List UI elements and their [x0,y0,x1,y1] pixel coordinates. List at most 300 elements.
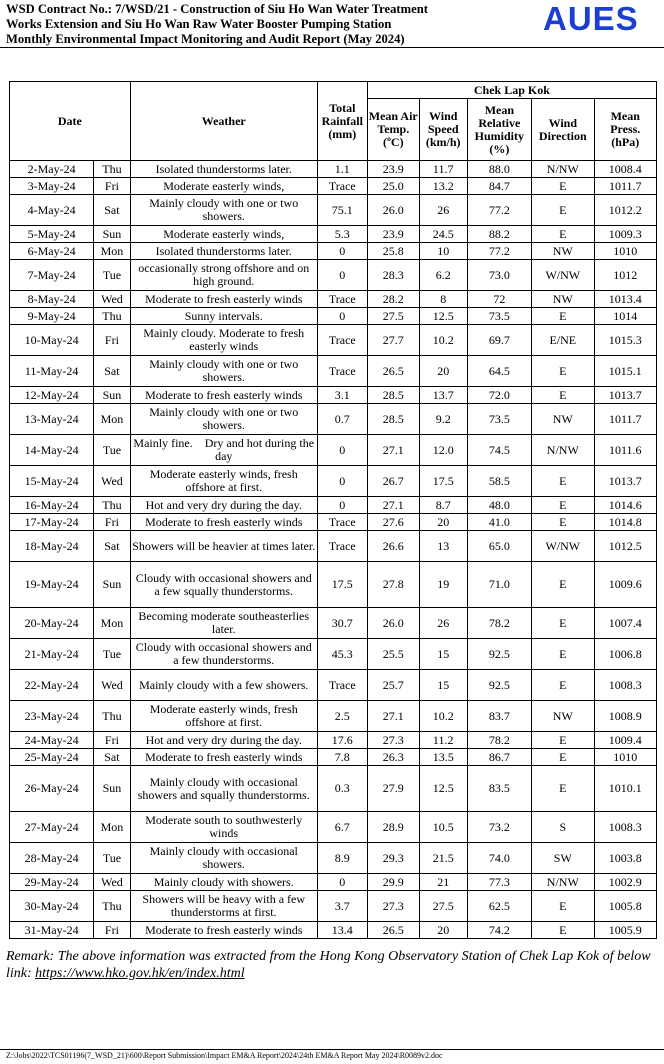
cell-dir: E [532,226,594,243]
cell-rain: Trace [317,178,367,195]
cell-hum: 74.0 [467,843,531,874]
cell-date: 10-May-24 [10,325,94,356]
cell-rain: 3.1 [317,387,367,404]
cell-dir: E [532,922,594,939]
cell-wind: 15 [419,639,467,670]
cell-temp: 27.1 [367,701,419,732]
cell-wind: 20 [419,922,467,939]
cell-wind: 9.2 [419,404,467,435]
cell-hum: 77.3 [467,874,531,891]
table-row [10,749,657,766]
cell-temp: 26.7 [367,466,419,497]
cell-press: 1012 [594,260,657,291]
cell-wind: 10.2 [419,701,467,732]
cell-day: Mon [94,404,130,435]
cell-day: Sat [94,531,130,562]
cell-dir: E [532,178,594,195]
cell-hum: 69.7 [467,325,531,356]
cell-hum: 73.5 [467,404,531,435]
table-row [10,874,657,891]
cell-hum: 83.7 [467,701,531,732]
file-path-footer: Z:\Jobs\2022\TCS01196(7_WSD_21)\600\Report Submission\Impact EM&A Report\2024\24th EM&A Report May 2024\R0089v2.doc [6,1051,443,1060]
cell-date: 23-May-24 [10,701,94,732]
cell-date: 13-May-24 [10,404,94,435]
cell-press: 1009.6 [594,562,657,608]
cell-wind: 26 [419,195,467,226]
cell-dir: E [532,766,594,812]
cell-day: Tue [94,843,130,874]
cell-hum: 83.5 [467,766,531,812]
cell-rain: Trace [317,325,367,356]
cell-wind: 6.2 [419,260,467,291]
cell-date: 26-May-24 [10,766,94,812]
cell-press: 1015.1 [594,356,657,387]
header-rainfall: Total Rainfall (mm) [317,82,367,161]
cell-wind: 15 [419,670,467,701]
cell-press: 1011.7 [594,178,657,195]
table-row [10,161,657,178]
cell-wind: 8.7 [419,497,467,514]
cell-day: Sun [94,562,130,608]
cell-temp: 23.9 [367,226,419,243]
cell-rain: 13.4 [317,922,367,939]
cell-temp: 28.9 [367,812,419,843]
cell-dir: SW [532,843,594,874]
cell-date: 17-May-24 [10,514,94,531]
header-pressure: Mean Press. (hPa) [594,99,657,161]
table-row [10,291,657,308]
table-row [10,435,657,466]
cell-rain: 0 [317,435,367,466]
cell-temp: 28.2 [367,291,419,308]
cell-rain: 30.7 [317,608,367,639]
cell-temp: 26.0 [367,195,419,226]
cell-day: Fri [94,922,130,939]
cell-press: 1014.6 [594,497,657,514]
cell-day: Thu [94,497,130,514]
cell-press: 1008.4 [594,161,657,178]
cell-temp: 28.3 [367,260,419,291]
cell-date: 30-May-24 [10,891,94,922]
cell-wind: 17.5 [419,466,467,497]
cell-rain: 17.6 [317,732,367,749]
cell-hum: 72.0 [467,387,531,404]
cell-date: 25-May-24 [10,749,94,766]
aues-logo: AUES [543,0,639,37]
header-line-3: Monthly Environmental Impact Monitoring and Audit Report (May 2024) [6,32,405,46]
cell-press: 1009.4 [594,732,657,749]
cell-day: Fri [94,514,130,531]
cell-hum: 92.5 [467,670,531,701]
cell-temp: 27.9 [367,766,419,812]
cell-hum: 73.5 [467,308,531,325]
remark [6,948,664,982]
cell-dir: E [532,356,594,387]
table-row [10,178,657,195]
cell-press: 1008.9 [594,701,657,732]
cell-date: 2-May-24 [10,161,94,178]
cell-day: Thu [94,891,130,922]
table-row [10,226,657,243]
cell-date: 27-May-24 [10,812,94,843]
cell-rain: 0 [317,497,367,514]
cell-rain: 0 [317,260,367,291]
cell-rain: Trace [317,291,367,308]
cell-date: 7-May-24 [10,260,94,291]
cell-date: 24-May-24 [10,732,94,749]
cell-wind: 12.5 [419,766,467,812]
cell-wind: 10.2 [419,325,467,356]
table-row [10,732,657,749]
cell-hum: 65.0 [467,531,531,562]
cell-temp: 26.5 [367,922,419,939]
cell-day: Wed [94,291,130,308]
cell-press: 1013.4 [594,291,657,308]
cell-rain: Trace [317,356,367,387]
cell-date: 16-May-24 [10,497,94,514]
cell-weather: Hot and very dry during the day. [130,497,317,514]
cell-rain: 6.7 [317,812,367,843]
cell-press: 1014 [594,308,657,325]
cell-date: 5-May-24 [10,226,94,243]
cell-weather: Mainly cloudy with occasional showers and squally thunderstorms. [130,766,317,812]
table-body [10,161,657,939]
cell-dir: E [532,308,594,325]
cell-weather: Moderate to fresh easterly winds [130,291,317,308]
cell-dir: N/NW [532,874,594,891]
table-row [10,260,657,291]
cell-press: 1002.9 [594,874,657,891]
cell-day: Tue [94,639,130,670]
cell-wind: 24.5 [419,226,467,243]
report-header [6,2,536,47]
table-row [10,670,657,701]
cell-press: 1009.3 [594,226,657,243]
cell-temp: 29.9 [367,874,419,891]
cell-press: 1010.1 [594,766,657,812]
cell-weather: Moderate easterly winds, fresh offshore at first. [130,701,317,732]
cell-date: 18-May-24 [10,531,94,562]
cell-press: 1005.8 [594,891,657,922]
cell-temp: 28.5 [367,387,419,404]
header-wind-direction: Wind Direction [532,99,594,161]
remark-text: Remark: The above information was extracted from the Hong Kong Observatory Station of Chek Lap Kok of below link: [6,949,651,981]
cell-dir: NW [532,701,594,732]
header-temp: Mean Air Temp. (ºC) [367,99,419,161]
cell-press: 1015.3 [594,325,657,356]
cell-weather: Moderate easterly winds, fresh offshore at first. [130,466,317,497]
cell-rain: 8.9 [317,843,367,874]
cell-day: Sun [94,226,130,243]
cell-dir: E [532,466,594,497]
table-row [10,325,657,356]
cell-hum: 78.2 [467,732,531,749]
cell-temp: 27.5 [367,308,419,325]
cell-press: 1006.8 [594,639,657,670]
cell-weather: Moderate easterly winds, [130,178,317,195]
table-row [10,843,657,874]
table-row [10,308,657,325]
cell-date: 29-May-24 [10,874,94,891]
cell-day: Tue [94,260,130,291]
cell-dir: NW [532,404,594,435]
cell-dir: E [532,891,594,922]
cell-dir: W/NW [532,531,594,562]
cell-hum: 64.5 [467,356,531,387]
cell-weather: Mainly cloudy with showers. [130,874,317,891]
cell-day: Fri [94,178,130,195]
footer-divider [0,1049,664,1050]
cell-day: Wed [94,466,130,497]
cell-wind: 21.5 [419,843,467,874]
cell-wind: 12.5 [419,308,467,325]
cell-weather: Moderate to fresh easterly winds [130,514,317,531]
cell-rain: 75.1 [317,195,367,226]
cell-weather: Moderate to fresh easterly winds [130,387,317,404]
cell-date: 28-May-24 [10,843,94,874]
cell-date: 8-May-24 [10,291,94,308]
cell-wind: 20 [419,514,467,531]
table-row [10,243,657,260]
cell-dir: N/NW [532,161,594,178]
cell-dir: E [532,639,594,670]
cell-press: 1007.4 [594,608,657,639]
cell-wind: 20 [419,356,467,387]
table-row [10,195,657,226]
cell-weather: Cloudy with occasional showers and a few thunderstorms. [130,639,317,670]
cell-day: Mon [94,812,130,843]
cell-weather: Mainly cloudy with occasional showers. [130,843,317,874]
cell-weather: occasionally strong offshore and on high ground. [130,260,317,291]
cell-hum: 86.7 [467,749,531,766]
cell-day: Tue [94,435,130,466]
cell-day: Sun [94,387,130,404]
cell-hum: 71.0 [467,562,531,608]
cell-press: 1013.7 [594,466,657,497]
cell-date: 15-May-24 [10,466,94,497]
cell-hum: 62.5 [467,891,531,922]
table-row [10,466,657,497]
cell-temp: 27.3 [367,891,419,922]
cell-weather: Mainly cloudy with a few showers. [130,670,317,701]
cell-wind: 27.5 [419,891,467,922]
cell-weather: Showers will be heavy with a few thunderstorms at first. [130,891,317,922]
cell-press: 1011.7 [594,404,657,435]
cell-wind: 11.2 [419,732,467,749]
table-row [10,531,657,562]
cell-date: 31-May-24 [10,922,94,939]
cell-weather: Isolated thunderstorms later. [130,243,317,260]
cell-date: 6-May-24 [10,243,94,260]
cell-day: Sat [94,195,130,226]
cell-temp: 27.8 [367,562,419,608]
cell-day: Sat [94,356,130,387]
header-divider [0,47,664,48]
cell-temp: 25.7 [367,670,419,701]
cell-dir: E [532,732,594,749]
cell-day: Mon [94,608,130,639]
cell-press: 1012.2 [594,195,657,226]
cell-hum: 77.2 [467,195,531,226]
cell-date: 14-May-24 [10,435,94,466]
cell-temp: 26.5 [367,356,419,387]
table-row [10,608,657,639]
cell-weather: Mainly fine. Dry and hot during the day [130,435,317,466]
cell-hum: 78.2 [467,608,531,639]
cell-temp: 27.1 [367,497,419,514]
cell-dir: E [532,387,594,404]
cell-date: 19-May-24 [10,562,94,608]
cell-wind: 21 [419,874,467,891]
cell-weather: Hot and very dry during the day. [130,732,317,749]
cell-rain: 17.5 [317,562,367,608]
header-line-1: WSD Contract No.: 7/WSD/21 - Construction of Siu Ho Wan Water Treatment [6,2,428,16]
table-row [10,891,657,922]
cell-temp: 26.0 [367,608,419,639]
header-weather: Weather [130,82,317,161]
table-row [10,356,657,387]
cell-wind: 11.7 [419,161,467,178]
cell-rain: 0.7 [317,404,367,435]
cell-rain: 7.8 [317,749,367,766]
cell-hum: 74.2 [467,922,531,939]
cell-press: 1005.9 [594,922,657,939]
table-row [10,387,657,404]
cell-dir: W/NW [532,260,594,291]
cell-wind: 13.2 [419,178,467,195]
cell-wind: 13.5 [419,749,467,766]
cell-press: 1003.8 [594,843,657,874]
cell-temp: 27.3 [367,732,419,749]
cell-wind: 12.0 [419,435,467,466]
cell-weather: Mainly cloudy with one or two showers. [130,356,317,387]
cell-date: 20-May-24 [10,608,94,639]
cell-weather: Moderate to fresh easterly winds [130,922,317,939]
header-humidity: Mean Relative Humidity (%) [467,99,531,161]
cell-date: 22-May-24 [10,670,94,701]
table-row [10,514,657,531]
cell-hum: 74.5 [467,435,531,466]
table-row [10,639,657,670]
cell-day: Fri [94,325,130,356]
cell-dir: E [532,562,594,608]
cell-day: Wed [94,670,130,701]
cell-dir: E [532,749,594,766]
cell-press: 1014.8 [594,514,657,531]
cell-hum: 88.2 [467,226,531,243]
cell-hum: 58.5 [467,466,531,497]
cell-press: 1010 [594,243,657,260]
table-row [10,562,657,608]
cell-rain: 1.1 [317,161,367,178]
cell-day: Wed [94,874,130,891]
cell-rain: 0 [317,466,367,497]
cell-hum: 73.2 [467,812,531,843]
hko-link[interactable]: https://www.hko.gov.hk/en/index.html [35,966,245,981]
cell-temp: 25.8 [367,243,419,260]
cell-weather: Sunny intervals. [130,308,317,325]
cell-wind: 10 [419,243,467,260]
table-row [10,497,657,514]
table-row [10,766,657,812]
cell-day: Sun [94,766,130,812]
cell-dir: S [532,812,594,843]
cell-date: 11-May-24 [10,356,94,387]
cell-wind: 13 [419,531,467,562]
cell-weather: Mainly cloudy with one or two showers. [130,404,317,435]
cell-dir: E [532,670,594,701]
cell-press: 1010 [594,749,657,766]
table-row [10,701,657,732]
cell-weather: Becoming moderate southeasterlies later. [130,608,317,639]
cell-press: 1008.3 [594,812,657,843]
cell-temp: 27.7 [367,325,419,356]
cell-temp: 25.0 [367,178,419,195]
cell-temp: 25.5 [367,639,419,670]
cell-temp: 28.5 [367,404,419,435]
cell-weather: Moderate easterly winds, [130,226,317,243]
cell-day: Fri [94,732,130,749]
cell-rain: 2.5 [317,701,367,732]
cell-dir: E [532,514,594,531]
cell-hum: 48.0 [467,497,531,514]
cell-wind: 10.5 [419,812,467,843]
cell-rain: Trace [317,514,367,531]
cell-rain: 0 [317,243,367,260]
cell-temp: 26.3 [367,749,419,766]
cell-rain: 0 [317,308,367,325]
cell-rain: Trace [317,531,367,562]
cell-weather: Moderate to fresh easterly winds [130,749,317,766]
cell-hum: 41.0 [467,514,531,531]
cell-rain: 5.3 [317,226,367,243]
cell-day: Mon [94,243,130,260]
cell-rain: 3.7 [317,891,367,922]
cell-rain: 0 [317,874,367,891]
cell-hum: 92.5 [467,639,531,670]
cell-rain: 0.3 [317,766,367,812]
cell-dir: NW [532,291,594,308]
cell-temp: 23.9 [367,161,419,178]
cell-hum: 73.0 [467,260,531,291]
cell-dir: E/NE [532,325,594,356]
cell-date: 12-May-24 [10,387,94,404]
cell-weather: Mainly cloudy with one or two showers. [130,195,317,226]
cell-weather: Moderate south to southwesterly winds [130,812,317,843]
cell-weather: Isolated thunderstorms later. [130,161,317,178]
cell-day: Thu [94,308,130,325]
cell-hum: 72 [467,291,531,308]
cell-weather: Showers will be heavier at times later. [130,531,317,562]
cell-press: 1011.6 [594,435,657,466]
cell-wind: 19 [419,562,467,608]
cell-rain: Trace [317,670,367,701]
cell-weather: Mainly cloudy. Moderate to fresh easterly winds [130,325,317,356]
cell-day: Thu [94,701,130,732]
cell-dir: NW [532,243,594,260]
cell-date: 9-May-24 [10,308,94,325]
cell-wind: 26 [419,608,467,639]
cell-hum: 84.7 [467,178,531,195]
cell-temp: 29.3 [367,843,419,874]
table-row [10,812,657,843]
cell-hum: 88.0 [467,161,531,178]
header-date: Date [10,82,131,161]
header-station: Chek Lap Kok [367,82,656,99]
cell-day: Thu [94,161,130,178]
cell-temp: 27.1 [367,435,419,466]
header-wind-speed: Wind Speed (km/h) [419,99,467,161]
